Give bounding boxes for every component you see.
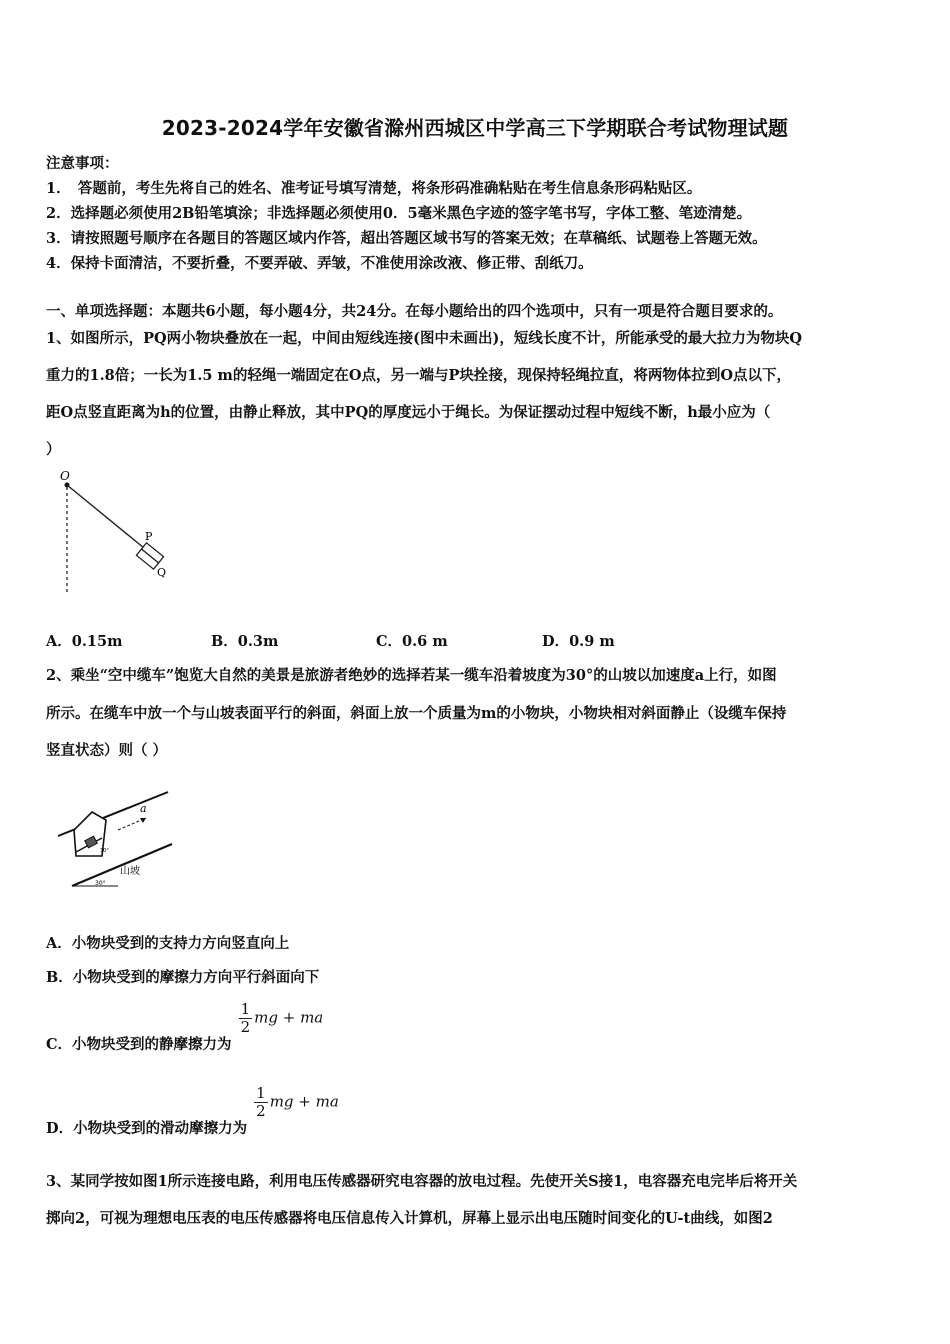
notes-heading: 注意事项： <box>46 155 119 172</box>
label-p: P <box>145 530 153 543</box>
q1-option-b: B．0.3m <box>211 633 279 650</box>
label-a: a <box>140 802 147 815</box>
page-title: 2023-2024学年安徽省滁州西城区中学高三下学期联合考试物理试题 <box>161 116 789 140</box>
acceleration-arrow-head <box>140 818 146 823</box>
q2-text-line: 2、乘坐“空中缆车”饱览大自然的美景是旅游者绝妙的选择若某一缆车沿着坡度为30°的山坡以加速度a上行，如图 <box>46 667 777 684</box>
label-angle: 30° <box>95 880 106 887</box>
q2-text-line: 竖直状态）则（ ） <box>46 742 168 759</box>
note-item: 3．请按照题号顺序在各题目的答题区域内作答，超出答题区域书写的答案无效；在草稿纸、试题卷上答题无效。 <box>46 230 767 247</box>
q2-cable-car-figure <box>48 786 178 894</box>
q1-text-line: ） <box>46 441 61 458</box>
label-slope: 山坡 <box>120 866 140 877</box>
q1-text-line: 重力的1.8倍；一长为1.5 m的轻绳一端固定在O点，另一端与P块拴接，现保持轻绳拉直，将两物体拉到O点以下， <box>46 367 792 384</box>
q2-option-d <box>46 1084 339 1137</box>
q1-text-line: 距O点竖直距离为h的位置，由静止释放，其中PQ的厚度远小于绳长。为保证摆动过程中短线不断，h最小应为（ <box>46 404 771 421</box>
q1-option-c: C．0.6 m <box>376 633 448 650</box>
label-o: O <box>60 469 70 483</box>
note-item: 1． 答题前，考生先将自己的姓名、准考证号填写清楚，将条形码准确粘贴在考生信息条形码粘贴区。 <box>46 180 702 197</box>
rope-line <box>67 485 144 548</box>
q2-option-c <box>46 1000 324 1053</box>
note-item: 2．选择题必须使用2B铅笔填涂；非选择题必须使用0．5毫米黑色字迹的签字笔书写，字体工整、笔迹清楚。 <box>46 205 752 222</box>
q2-option-b: B．小物块受到的摩擦力方向平行斜面向下 <box>46 969 320 986</box>
formula-fraction <box>254 1085 268 1120</box>
section-heading: 一、单项选择题：本题共6小题，每小题4分，共24分。在每小题给出的四个选项中，只有一项是符合题目要求的。 <box>46 303 783 320</box>
q1-text-line: 1、如图所示，PQ两小物块叠放在一起，中间由短线连接(图中未画出)，短线长度不计，所能承受的最大拉力为物块Q <box>46 330 802 347</box>
note-item: 4．保持卡面清洁，不要折叠，不要弄破、弄皱，不准使用涂改液、修正带、刮纸刀。 <box>46 255 593 272</box>
fraction-denominator: 2 <box>256 1102 266 1120</box>
q1-option-a: A．0.15m <box>46 633 123 650</box>
q2-option-a: A．小物块受到的支持力方向竖直向上 <box>46 935 290 952</box>
formula-fraction <box>239 1001 253 1036</box>
q3-text-line: 掷向2，可视为理想电压表的电压传感器将电压信息传入计算机，屏幕上显示出电压随时间变化的U-t曲线，如图2 <box>46 1210 773 1227</box>
fraction-denominator: 2 <box>240 1018 251 1036</box>
q2-option-c-text: C．小物块受到的静摩擦力为 <box>46 1035 232 1053</box>
fraction-numerator: 1 <box>240 1000 251 1018</box>
fraction-numerator: 1 <box>256 1084 266 1102</box>
q1-pendulum-figure <box>50 468 190 598</box>
q2-text-line: 所示。在缆车中放一个与山坡表面平行的斜面，斜面上放一个质量为m的小物块，小物块相对斜面静止（设缆车保持 <box>46 705 787 722</box>
formula-rest: mg + ma <box>269 1092 339 1111</box>
label-angle-inner: 30° <box>100 848 109 854</box>
q2-option-d-text: D．小物块受到的滑动摩擦力为 <box>46 1119 248 1137</box>
formula-rest: mg + ma <box>254 1008 324 1027</box>
q1-option-d: D．0.9 m <box>542 633 615 650</box>
q3-text-line: 3、某同学按如图1所示连接电路，利用电压传感器研究电容器的放电过程。先使开关S接1，电容器充电完毕后将开关 <box>46 1173 798 1190</box>
label-q: Q <box>157 566 167 579</box>
